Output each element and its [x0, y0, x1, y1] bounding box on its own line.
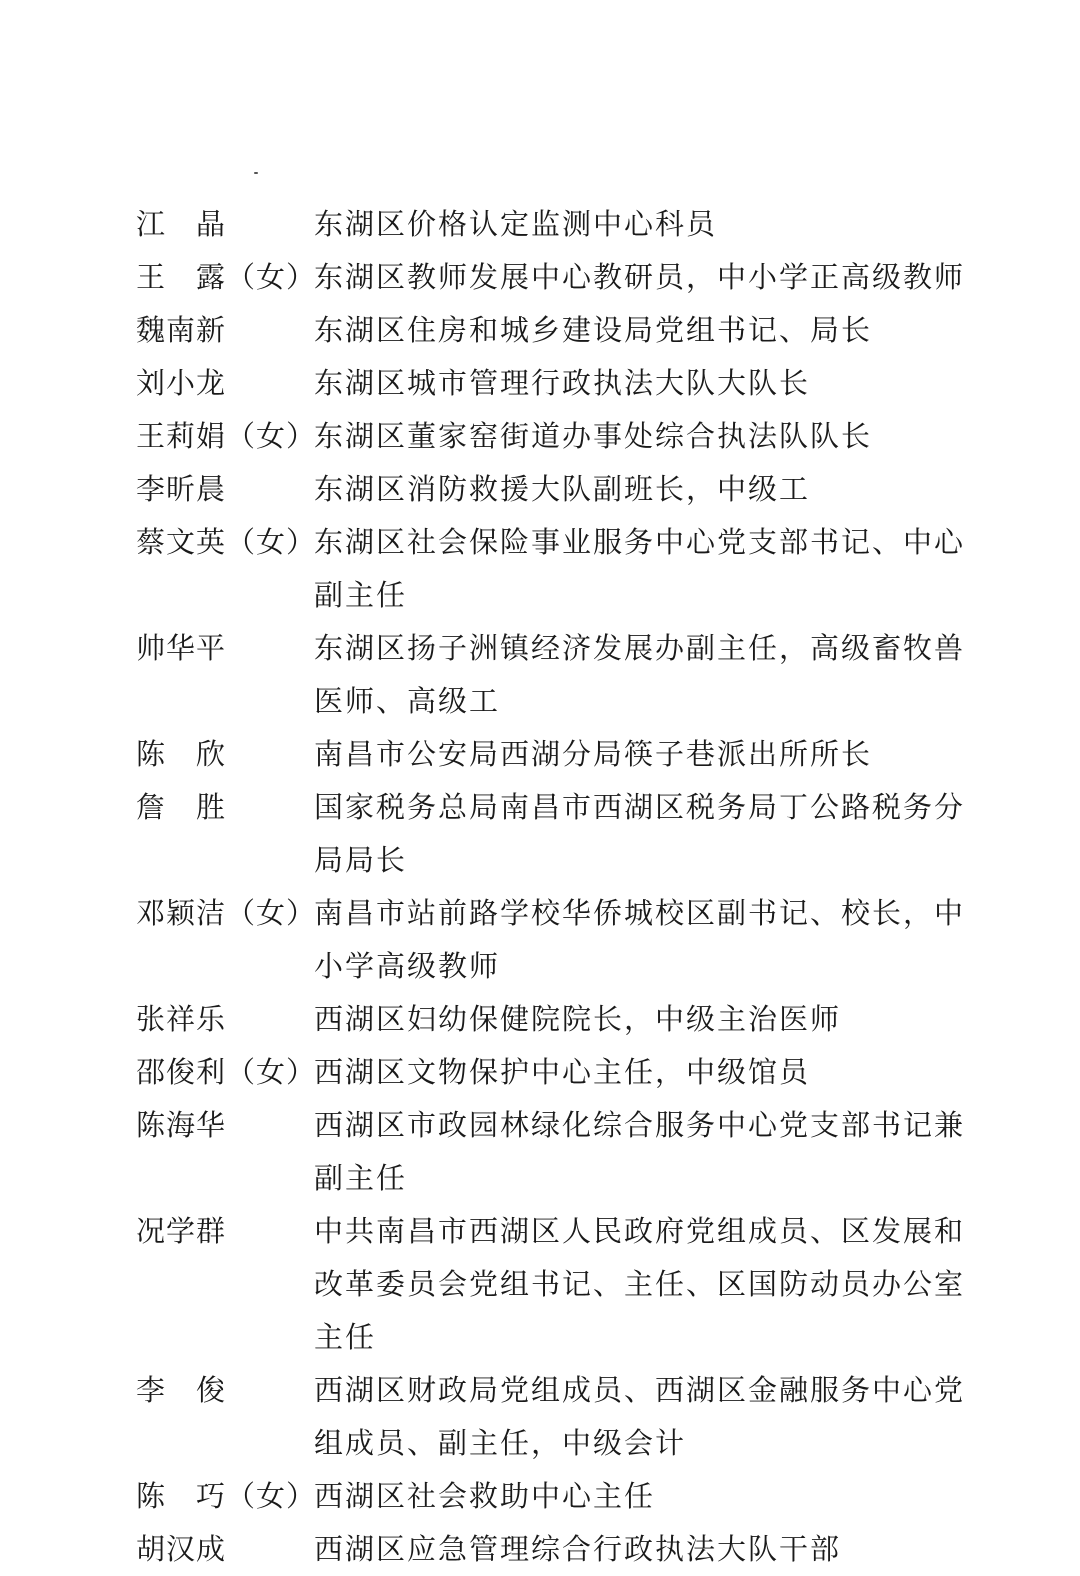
person-name: 刘小龙 — [136, 366, 227, 400]
person-position: 东湖区城市管理行政执法大队大队长 — [314, 366, 811, 400]
person-name: 魏南新 — [136, 313, 227, 347]
list-item — [136, 357, 966, 410]
person-position: 西湖区社会救助中心主任 — [314, 1479, 656, 1513]
list-item — [136, 304, 966, 357]
person-name: 詹 胜 — [136, 790, 227, 824]
list-item — [136, 993, 966, 1046]
person-position: 中共南昌市西湖区人民政府党组成员、区发展和改革委员会党组书记、主任、区国防动员办公室主任 — [314, 1214, 966, 1354]
person-name: 邓颖洁（女） — [136, 896, 317, 930]
list-item — [136, 1205, 966, 1364]
list-item — [136, 622, 966, 728]
person-name: 蔡文英（女） — [136, 525, 317, 559]
person-name: 张祥乐 — [136, 1002, 227, 1036]
person-name: 王 露（女） — [136, 260, 317, 294]
person-position: 南昌市站前路学校华侨城校区副书记、校长，中小学高级教师 — [314, 896, 966, 983]
list-item — [136, 198, 966, 251]
list-item — [136, 1364, 966, 1470]
person-name: 王莉娟（女） — [136, 419, 317, 453]
person-position: 西湖区应急管理综合行政执法大队干部 — [314, 1532, 842, 1566]
list-item — [136, 1470, 966, 1523]
person-position: 西湖区市政园林绿化综合服务中心党支部书记兼副主任 — [314, 1108, 966, 1195]
list-item — [136, 463, 966, 516]
person-position: 国家税务总局南昌市西湖区税务局丁公路税务分局局长 — [314, 790, 966, 877]
person-name: 陈 欣 — [136, 737, 227, 771]
list-item — [136, 410, 966, 463]
person-position: 西湖区财政局党组成员、西湖区金融服务中心党组成员、副主任，中级会计 — [314, 1373, 966, 1460]
person-position: 南昌市公安局西湖分局筷子巷派出所所长 — [314, 737, 873, 771]
person-position: 东湖区教师发展中心教研员，中小学正高级教师 — [314, 260, 966, 294]
person-name: 陈 巧（女） — [136, 1479, 317, 1513]
list-item — [136, 1099, 966, 1205]
person-name: 李昕晨 — [136, 472, 227, 506]
scan-speck — [254, 172, 258, 174]
person-position: 东湖区董家窑街道办事处综合执法队队长 — [314, 419, 873, 453]
person-position: 东湖区扬子洲镇经济发展办副主任，高级畜牧兽医师、高级工 — [314, 631, 966, 718]
person-position: 西湖区文物保护中心主任，中级馆员 — [314, 1055, 811, 1089]
personnel-list — [136, 198, 966, 1576]
person-name: 帅华平 — [136, 631, 227, 665]
list-item — [136, 781, 966, 887]
person-position: 西湖区妇幼保健院院长，中级主治医师 — [314, 1002, 842, 1036]
person-name: 陈海华 — [136, 1108, 227, 1142]
person-name: 李 俊 — [136, 1373, 227, 1407]
person-name: 邵俊利（女） — [136, 1055, 317, 1089]
person-position: 东湖区价格认定监测中心科员 — [314, 207, 718, 241]
list-item — [136, 251, 966, 304]
person-position: 东湖区消防救援大队副班长，中级工 — [314, 472, 811, 506]
person-position: 东湖区住房和城乡建设局党组书记、局长 — [314, 313, 873, 347]
list-item — [136, 1523, 966, 1576]
person-name: 况学群 — [136, 1214, 227, 1248]
person-position: 东湖区社会保险事业服务中心党支部书记、中心副主任 — [314, 525, 966, 612]
person-name: 胡汉成 — [136, 1532, 227, 1566]
list-item — [136, 728, 966, 781]
person-name: 江 晶 — [136, 207, 227, 241]
list-item — [136, 1046, 966, 1099]
list-item — [136, 516, 966, 622]
list-item — [136, 887, 966, 993]
